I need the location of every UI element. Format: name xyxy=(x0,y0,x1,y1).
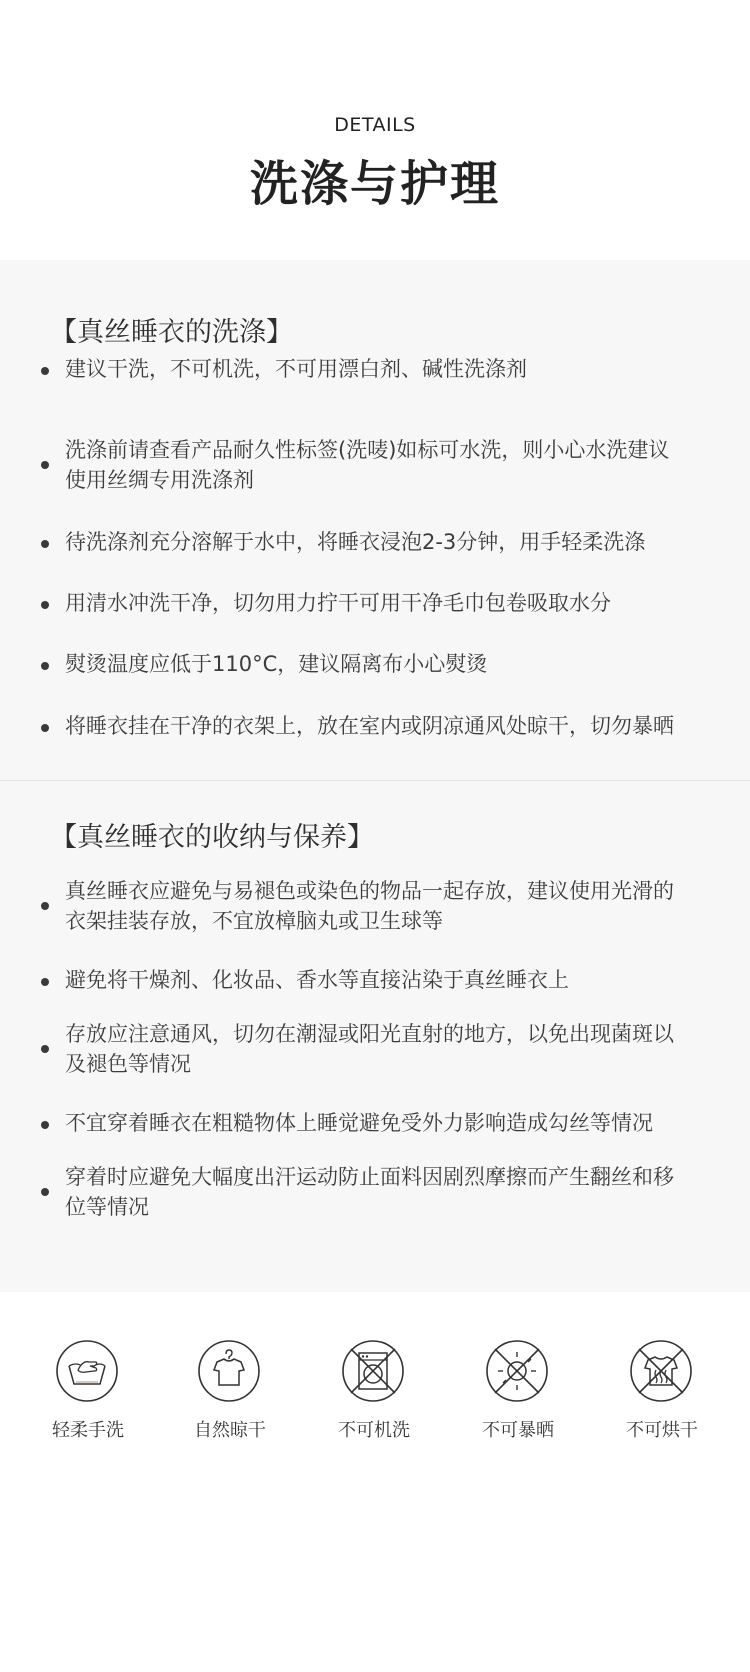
bullet-dot xyxy=(41,461,49,469)
section-eyebrow: DETAILS xyxy=(334,114,416,136)
list-item-text: 避免将干燥剂、化妆品、香水等直接沾染于真丝睡衣上 xyxy=(65,968,569,992)
bullet-dot xyxy=(41,540,49,548)
list-item-text: 待洗涤剂充分溶解于水中，将睡衣浸泡2-3分钟，用手轻柔洗涤 xyxy=(65,530,646,554)
care-icons-row xyxy=(0,1330,750,1450)
care-label: 轻柔手洗 xyxy=(52,1420,124,1441)
no-sun-dry-icon xyxy=(486,1340,548,1402)
list-item-text: 建议干洗，不可机洗，不可用漂白剂、碱性洗涤剂 xyxy=(65,357,527,381)
bullet-dot xyxy=(41,1045,49,1053)
page-title: 洗涤与护理 xyxy=(249,156,500,212)
storage-section-title: 【真丝睡衣的收纳与保养】 xyxy=(50,822,374,853)
care-label: 不可烘干 xyxy=(626,1420,698,1441)
care-label: 不可机洗 xyxy=(338,1420,410,1441)
washing-section xyxy=(0,260,750,780)
no-machine-wash-icon xyxy=(342,1340,404,1402)
line-dry-icon xyxy=(198,1340,260,1402)
bullet-dot xyxy=(41,601,49,609)
list-item-text: 将睡衣挂在干净的衣架上，放在室内或阴凉通风处晾干，切勿暴晒 xyxy=(65,714,674,738)
list-item-text: 穿着时应避免大幅度出汗运动防止面料因剧烈摩擦而产生翻丝和移 位等情况 xyxy=(65,1165,674,1219)
list-item-text: 存放应注意通风，切勿在潮湿或阳光直射的地方，以免出现菌斑以 及褪色等情况 xyxy=(65,1022,674,1076)
hand-wash-icon xyxy=(56,1340,118,1402)
bullet-dot xyxy=(41,724,49,732)
washing-section-title: 【真丝睡衣的洗涤】 xyxy=(50,317,293,348)
bullet-dot xyxy=(41,1188,49,1196)
bullet-dot xyxy=(41,367,49,375)
no-tumble-dry-icon xyxy=(630,1340,692,1402)
list-item-text: 洗涤前请查看产品耐久性标签(洗唛)如标可水洗，则小心水洗建议 使用丝绸专用洗涤剂 xyxy=(65,438,670,492)
care-label: 不可暴晒 xyxy=(482,1420,554,1441)
storage-section xyxy=(0,781,750,1292)
bullet-dot xyxy=(41,1121,49,1129)
list-item-text: 用清水冲洗干净，切勿用力拧干可用干净毛巾包卷吸取水分 xyxy=(65,591,611,615)
list-item-text: 熨烫温度应低于110°C，建议隔离布小心熨烫 xyxy=(65,652,488,676)
list-item-text: 真丝睡衣应避免与易褪色或染色的物品一起存放，建议使用光滑的 衣架挂装存放，不宜放樟脑丸或卫生球等 xyxy=(65,879,674,933)
bullet-dot xyxy=(41,978,49,986)
list-item-text: 不宜穿着睡衣在粗糙物体上睡觉避免受外力影响造成勾丝等情况 xyxy=(65,1111,653,1135)
bullet-dot xyxy=(41,662,49,670)
care-label: 自然晾干 xyxy=(194,1420,266,1441)
bullet-dot xyxy=(41,902,49,910)
page-header xyxy=(0,0,750,260)
